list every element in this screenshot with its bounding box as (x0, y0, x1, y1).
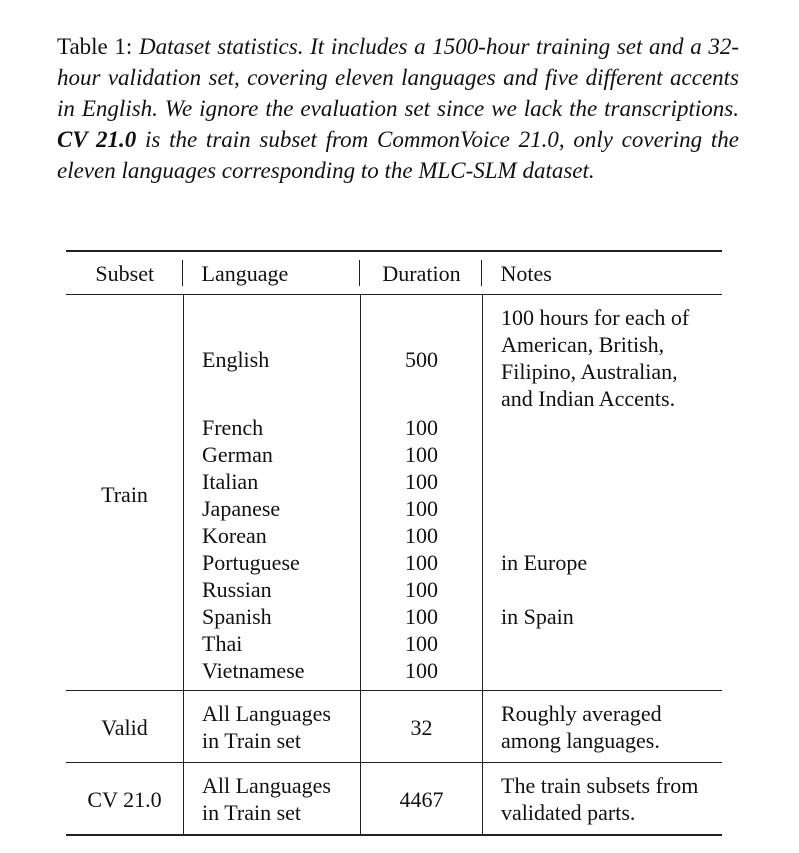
header-subset: Subset (66, 251, 184, 295)
notes-cell (483, 576, 723, 603)
caption-bold-term: CV 21.0 (57, 127, 137, 152)
notes-cell (483, 414, 723, 441)
notes-cell (483, 468, 723, 495)
header-duration: Duration (361, 251, 483, 295)
language-cell: English (184, 295, 361, 415)
duration-cell: 100 (361, 576, 483, 603)
notes-cell (483, 495, 723, 522)
language-cell: Korean (184, 522, 361, 549)
duration-cell: 500 (361, 295, 483, 415)
duration-cell: 100 (361, 468, 483, 495)
caption-text: Dataset statistics. It includes a 1500-hour training set and a 32-hour validation set, covering eleven languages and five different accents in English. We ignore the evaluation set since we lack the transcriptions. (57, 34, 740, 121)
table-row (66, 763, 722, 836)
dataset-statistics-table (66, 250, 722, 836)
caption-text-end: is the train subset from CommonVoice 21.0, only covering the eleven languages corresponding to the MLC-SLM dataset. (57, 127, 739, 183)
notes-cell: The train subsets from validated parts. (483, 763, 723, 836)
duration-cell: 100 (361, 414, 483, 441)
notes-cell: in Europe (501, 550, 588, 575)
duration-cell: 100 (361, 603, 483, 630)
duration-cell: 100 (361, 441, 483, 468)
language-cell: Vietnamese (184, 657, 361, 691)
duration-cell: 100 (361, 495, 483, 522)
duration-cell: 100 (361, 522, 483, 549)
notes-cell: Roughly averaged among languages. (483, 691, 723, 763)
language-cell: Japanese (184, 495, 361, 522)
duration-cell: 4467 (361, 763, 483, 836)
language-cell: All Languages in Train set (184, 763, 361, 836)
duration-cell: 100 (361, 549, 483, 576)
notes-cell: in Spain (501, 604, 574, 629)
duration-cell: 100 (361, 657, 483, 691)
notes-cell (483, 522, 723, 549)
language-cell: Spanish (184, 603, 361, 630)
language-cell: Italian (184, 468, 361, 495)
duration-cell: 100 (361, 630, 483, 657)
caption-label: Table 1: (57, 34, 133, 59)
duration-cell: 32 (361, 691, 483, 763)
table-row (66, 295, 722, 415)
language-cell: Thai (184, 630, 361, 657)
subset-train: Train (66, 295, 184, 691)
header-row (66, 251, 722, 295)
language-cell: French (184, 414, 361, 441)
subset-valid: Valid (66, 691, 184, 763)
header-notes: Notes (483, 251, 723, 295)
language-cell: German (184, 441, 361, 468)
subset-cv: CV 21.0 (66, 763, 184, 836)
table-caption (57, 31, 739, 186)
language-cell: All Languages in Train set (184, 691, 361, 763)
notes-cell (483, 630, 723, 657)
notes-cell (483, 441, 723, 468)
notes-cell (483, 657, 723, 691)
language-cell: Portuguese (184, 549, 361, 576)
notes-cell: 100 hours for each of American, British, Filipino, Australian, and Indian Accents. (501, 305, 690, 411)
header-language: Language (184, 251, 361, 295)
table-row (66, 691, 722, 763)
language-cell: Russian (184, 576, 361, 603)
